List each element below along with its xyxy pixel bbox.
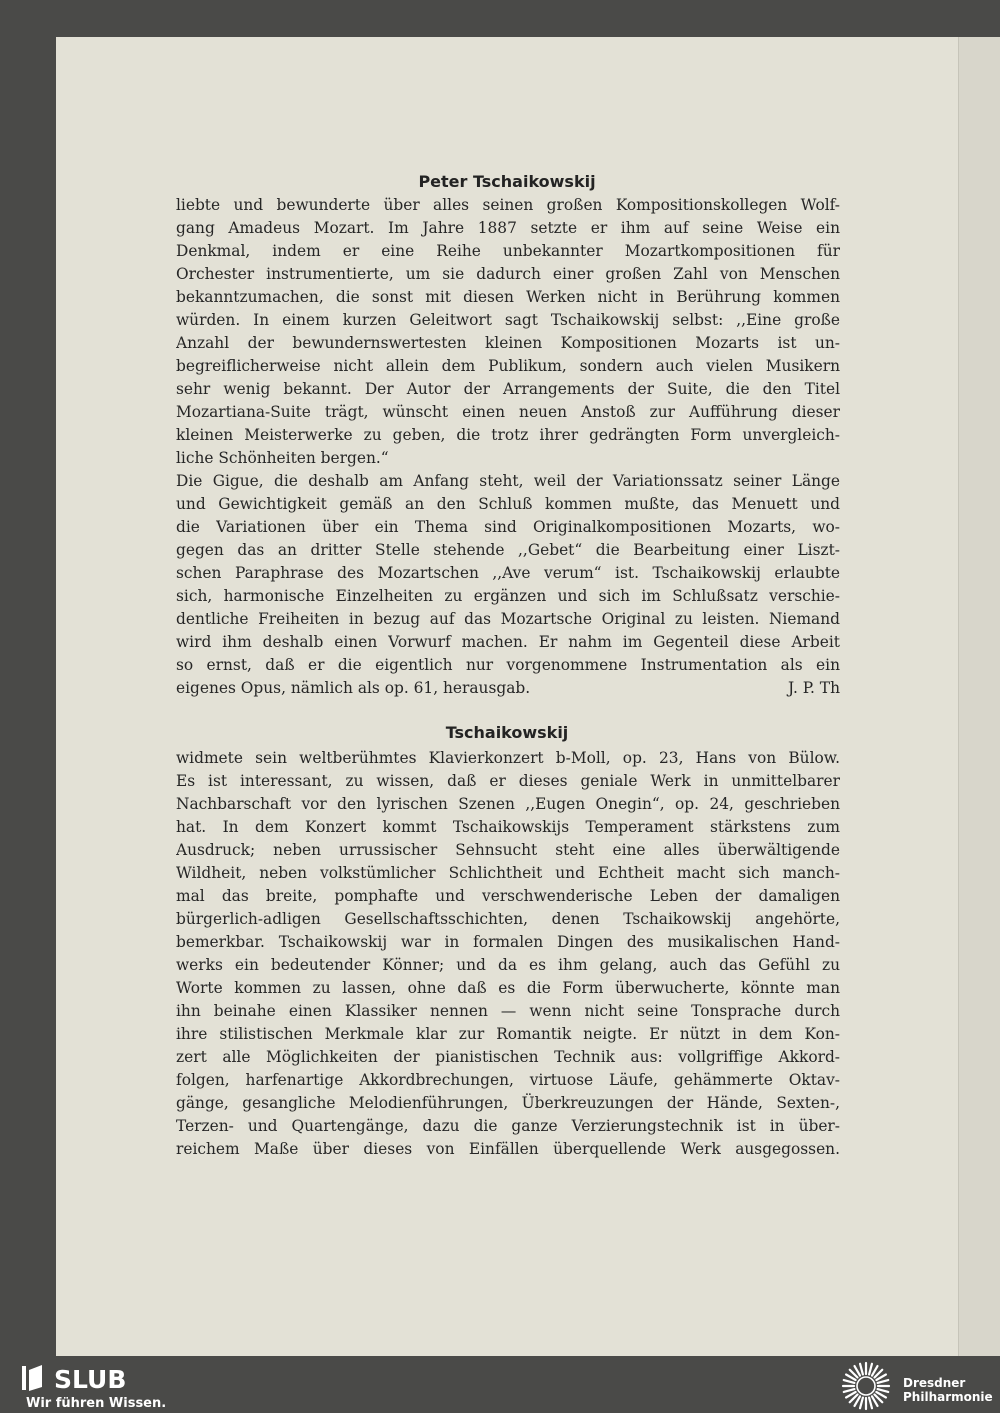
text-line: bekanntzumachen, die sonst mit diesen Werken nicht in Berührung kommen [176, 288, 840, 306]
text-line: Mozartiana-Suite trägt, wünscht einen neuen Anstoß zur Aufführung dieser [176, 403, 840, 421]
section-mozartiana-text [176, 194, 840, 700]
logo-ray [869, 1398, 872, 1409]
text-line: liebte und bewunderte über alles seinen großen Kompositionskollegen Wolf- [176, 196, 840, 214]
text-line: ihn beinahe einen Klassiker nennen — wenn nicht seine Tonsprache durch [176, 1002, 840, 1020]
partner-name [903, 1376, 993, 1404]
text-line-end: eigenes Opus, nämlich als op. 61, herausgab. [176, 679, 531, 697]
text-line: sich, harmonische Einzelheiten zu ergänzen und sich im Schlußsatz verschie- [176, 587, 840, 605]
text-line: würden. In einem kurzen Geleitwort sagt Tschaikowskij selbst: ,,Eine große [176, 311, 840, 329]
text-line: bemerkbar. Tschaikowskij war in formalen Dingen des musikalischen Hand- [176, 933, 840, 951]
text-line: Terzen- und Quartengänge, dazu die ganze Verzierungstechnik ist in über- [176, 1117, 840, 1135]
text-line: Wildheit, neben volkstümlicher Schlichtheit und Echtheit macht sich manch- [176, 864, 840, 882]
text-line: gänge, gesangliche Melodienführungen, Überkreuzungen der Hände, Sexten-, [176, 1094, 840, 1112]
text-line: Denkmal, indem er eine Reihe unbekannter Mozartkompositionen für [176, 242, 840, 260]
author-signature: J. P. Th [788, 679, 840, 697]
text-line: hat. In dem Konzert kommt Tschaikowskijs Temperament stärkstens zum [176, 818, 840, 836]
text-line: bürgerlich-adligen Gesellschaftsschichten, denen Tschaikowskij angehörte, [176, 910, 840, 928]
logo-ray [860, 1398, 863, 1409]
text-line: werks ein bedeutender Könner; und da es ihm gelang, auch das Gefühl zu [176, 956, 840, 974]
text-line: gegen das an dritter Stelle stehende ,,Gebet“ die Bearbeitung einer Liszt- [176, 541, 840, 559]
logo-ray [869, 1364, 872, 1375]
sunburst-logo-icon [839, 1361, 893, 1411]
text-line: so ernst, daß er die eigentlich nur vorgenommene Instrumentation als ein [176, 656, 840, 674]
section-heading-tschaikowskij: Tschaikowskij [445, 723, 569, 742]
text-line: dentliche Freiheiten in bezug auf das Mozartsche Original zu leisten. Niemand [176, 610, 840, 628]
slub-logo-icon [22, 1364, 44, 1392]
text-line: schen Paraphrase des Mozartschen ,,Ave verum“ ist. Tschaikowskij erlaubte [176, 564, 840, 582]
text-line: wird ihm deshalb einen Vorwurf machen. Er nahm im Gegenteil diese Arbeit [176, 633, 840, 651]
logo-ray [860, 1364, 863, 1375]
text-line: mal das breite, pomphafte und verschwenderische Leben der damaligen [176, 887, 840, 905]
text-line: folgen, harfenartige Akkordbrechungen, virtuose Läufe, gehämmerte Oktav- [176, 1071, 840, 1089]
library-tagline: Wir führen Wissen. [26, 1396, 167, 1411]
text-line: Anzahl der bewundernswertesten kleinen Kompositionen Mozarts ist un- [176, 334, 840, 352]
text-line: Orchester instrumentierte, um sie dadurch einer großen Zahl von Menschen [176, 265, 840, 283]
logo-ray [878, 1380, 889, 1383]
text-line: Die Gigue, die deshalb am Anfang steht, weil der Variationssatz seiner Länge [176, 472, 840, 490]
section-piano-concerto-text [176, 747, 840, 1161]
text-line: widmete sein weltberühmtes Klavierkonzert b-Moll, op. 23, Hans von Bülow. [176, 749, 840, 767]
text-line: sehr wenig bekannt. Der Autor der Arrangements der Suite, die den Titel [176, 380, 840, 398]
text-line: ihre stilistischen Merkmale klar zur Romantik neigte. Er nützt in dem Kon- [176, 1025, 840, 1043]
logo-ray [844, 1389, 855, 1392]
text-line: gang Amadeus Mozart. Im Jahre 1887 setzte er ihm auf seine Weise ein [176, 219, 840, 237]
library-name: SLUB [54, 1365, 127, 1394]
logo-ray [878, 1389, 889, 1392]
text-line: begreiflicherweise nicht allein dem Publikum, sondern auch vielen Musikern [176, 357, 840, 375]
text-line: liche Schönheiten bergen.“ [176, 449, 389, 467]
text-line: Es ist interessant, zu wissen, daß er dieses geniale Werk in unmittelbarer [176, 772, 840, 790]
next-page-edge [958, 37, 1000, 1356]
text-line: und Gewichtigkeit gemäß an den Schluß kommen mußte, das Menuett und [176, 495, 840, 513]
partner-name-line2: Philharmonie [903, 1390, 993, 1404]
text-line: Worte kommen zu lassen, ohne daß es die Form überwucherte, könnte man [176, 979, 840, 997]
logo-ray [844, 1380, 855, 1383]
text-line: die Variationen über ein Thema sind Originalkompositionen Mozarts, wo- [176, 518, 840, 536]
text-line: reichem Maße über dieses von Einfällen überquellende Werk ausgegossen. [176, 1140, 840, 1158]
section-heading-peter-tschaikowskij: Peter Tschaikowskij [418, 172, 596, 191]
text-line: kleinen Meisterwerke zu geben, die trotz ihrer gedrängten Form unvergleich- [176, 426, 840, 444]
text-line: zert alle Möglichkeiten der pianistischen Technik aus: vollgriffige Akkord- [176, 1048, 840, 1066]
text-line-with-signature [176, 677, 840, 700]
text-line: Nachbarschaft vor den lyrischen Szenen ,,Eugen Onegin“, op. 24, geschrieben [176, 795, 840, 813]
partner-name-line1: Dresdner [903, 1376, 966, 1390]
text-line: Ausdruck; neben urrussischer Sehnsucht steht eine alles überwältigende [176, 841, 840, 859]
